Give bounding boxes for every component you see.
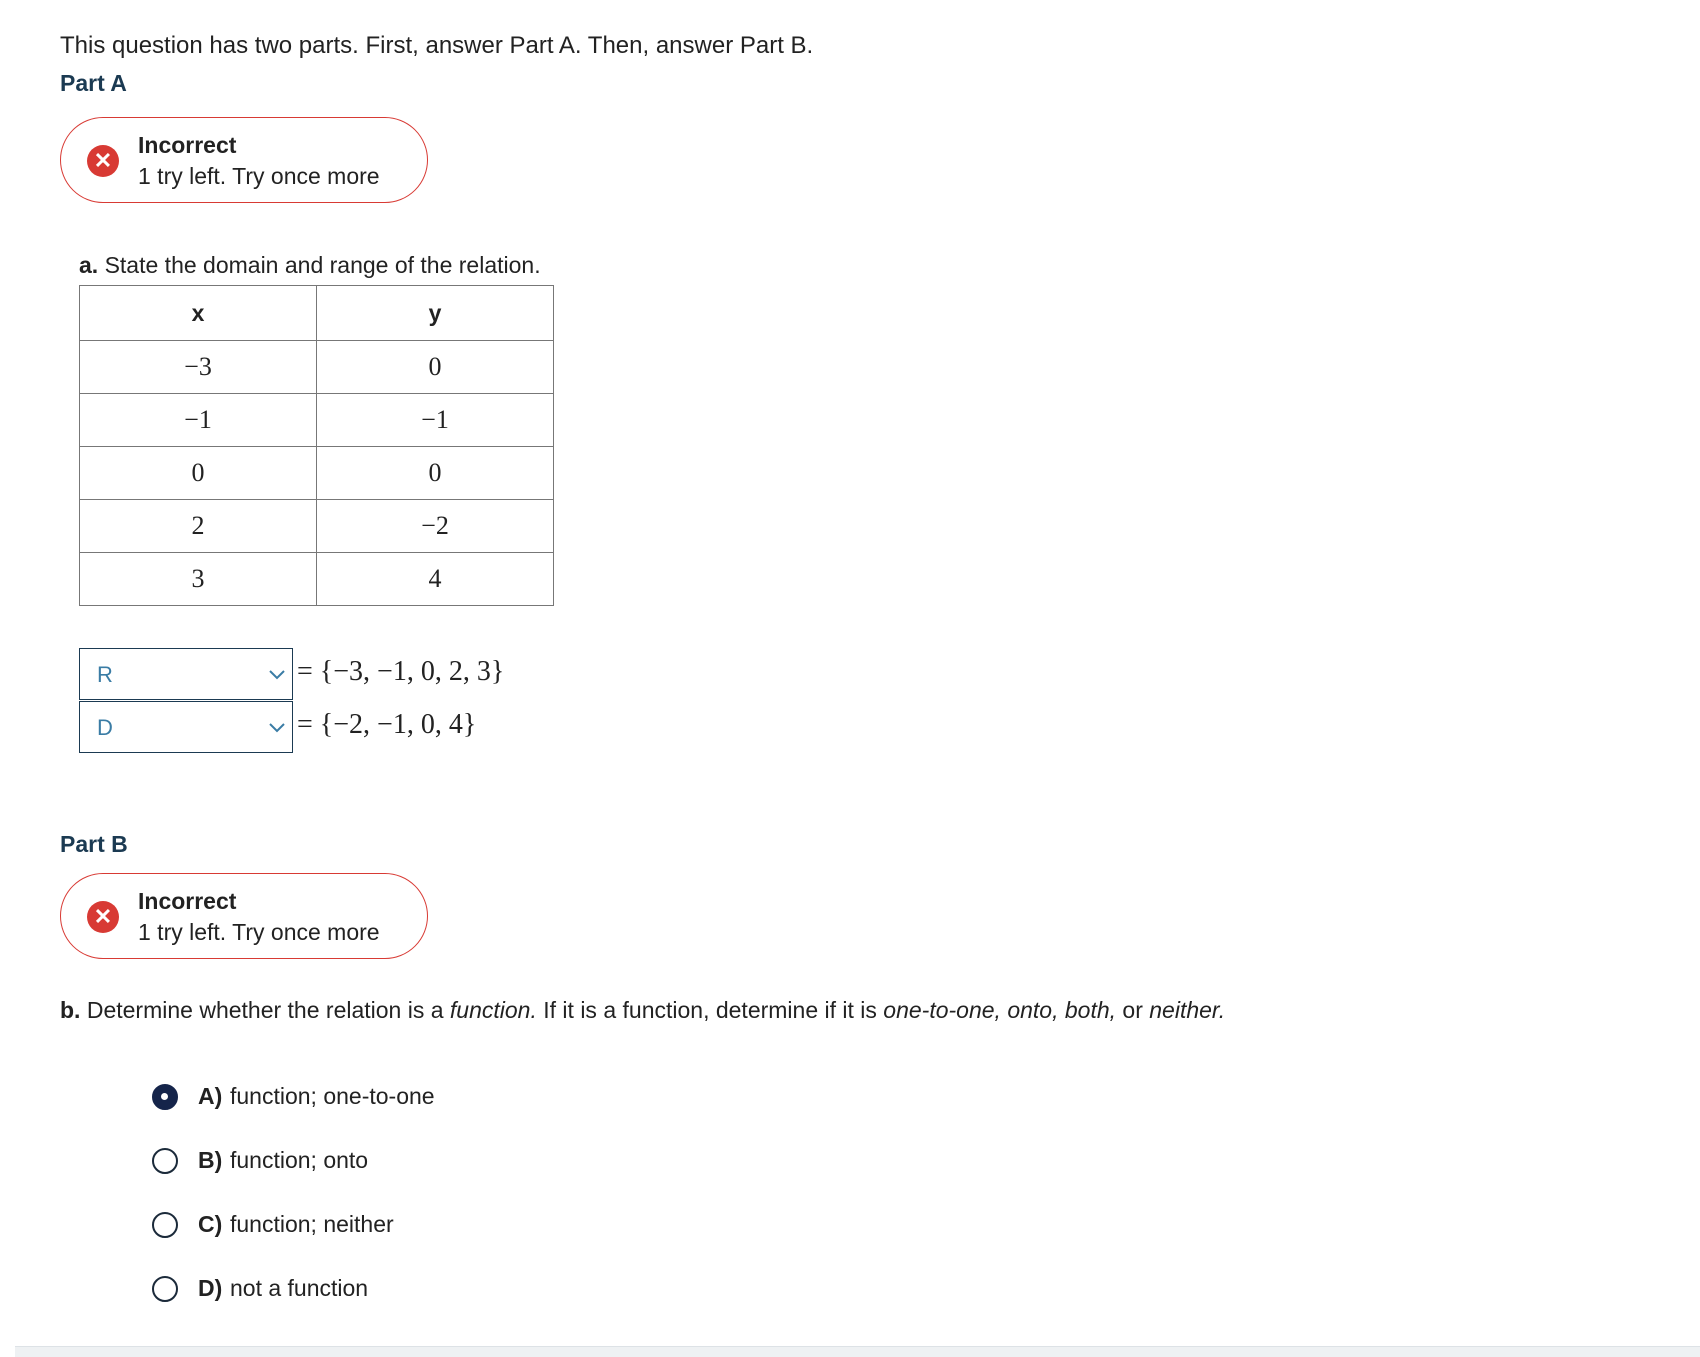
answer-select-2[interactable] <box>79 701 293 753</box>
table-cell: 2 <box>80 500 317 553</box>
relation-table <box>79 285 554 606</box>
part-b-prompt <box>60 997 1225 1024</box>
prompt-text: If it is a function, determine if it is <box>536 997 884 1023</box>
feedback-title: Incorrect <box>138 132 237 158</box>
table-cell: 0 <box>317 341 554 394</box>
part-a-prompt <box>79 252 541 279</box>
prompt-text: Determine whether the relation is a <box>86 997 450 1023</box>
option-a[interactable] <box>152 1080 552 1114</box>
table-cell: −2 <box>317 500 554 553</box>
part-b-feedback <box>60 873 428 959</box>
footer-bar <box>15 1346 1700 1357</box>
answer-select-1[interactable] <box>79 648 293 700</box>
select-value: D <box>97 715 113 740</box>
feedback-title: Incorrect <box>138 888 237 914</box>
chevron-down-icon <box>268 718 286 736</box>
option-text: function; onto <box>230 1147 369 1173</box>
option-text: not a function <box>230 1275 369 1301</box>
feedback-message: 1 try left. Try once more <box>138 919 380 945</box>
part-a-feedback <box>60 117 428 203</box>
radio-button-d[interactable] <box>152 1276 178 1302</box>
column-header-x: x <box>80 286 317 341</box>
table-cell: 0 <box>317 447 554 500</box>
table-header-row <box>80 286 554 341</box>
radio-button-a[interactable] <box>152 1084 178 1110</box>
table-row <box>80 394 554 447</box>
x-circle-icon: ✕ <box>87 901 119 933</box>
prompt-text: or <box>1116 997 1150 1023</box>
table-cell: 3 <box>80 553 317 606</box>
x-circle-icon: ✕ <box>87 145 119 177</box>
table-row <box>80 447 554 500</box>
answer-set-1: = {−3, −1, 0, 2, 3} <box>297 656 505 687</box>
option-text: function; neither <box>230 1211 394 1237</box>
prompt-label: b. <box>60 997 81 1023</box>
table-cell: −3 <box>80 341 317 394</box>
table-row <box>80 553 554 606</box>
table-cell: 0 <box>80 447 317 500</box>
option-c[interactable] <box>152 1208 552 1242</box>
prompt-text: State the domain and range of the relation. <box>104 252 541 278</box>
option-letter: A) <box>198 1083 223 1109</box>
prompt-italic: function. <box>449 997 537 1023</box>
option-letter: D) <box>198 1275 223 1301</box>
feedback-message: 1 try left. Try once more <box>138 163 380 189</box>
table-cell: 4 <box>317 553 554 606</box>
column-header-y: y <box>317 286 554 341</box>
radio-button-c[interactable] <box>152 1212 178 1238</box>
table-row <box>80 500 554 553</box>
option-letter: C) <box>198 1211 223 1237</box>
radio-button-b[interactable] <box>152 1148 178 1174</box>
answer-set-2: = {−2, −1, 0, 4} <box>297 709 477 740</box>
chevron-down-icon <box>268 665 286 683</box>
option-b[interactable] <box>152 1144 552 1178</box>
option-d[interactable] <box>152 1272 552 1306</box>
option-letter: B) <box>198 1147 223 1173</box>
option-text: function; one-to-one <box>230 1083 435 1109</box>
part-a-heading: Part A <box>60 70 127 96</box>
prompt-italic: neither. <box>1149 997 1226 1023</box>
prompt-label: a. <box>79 252 99 278</box>
prompt-italic: one-to-one, onto, both, <box>883 997 1117 1023</box>
table-row <box>80 341 554 394</box>
part-b-heading: Part B <box>60 831 128 857</box>
select-value: R <box>97 662 113 687</box>
intro-text: This question has two parts. First, answer Part A. Then, answer Part B. <box>60 32 814 59</box>
table-cell: −1 <box>80 394 317 447</box>
table-cell: −1 <box>317 394 554 447</box>
